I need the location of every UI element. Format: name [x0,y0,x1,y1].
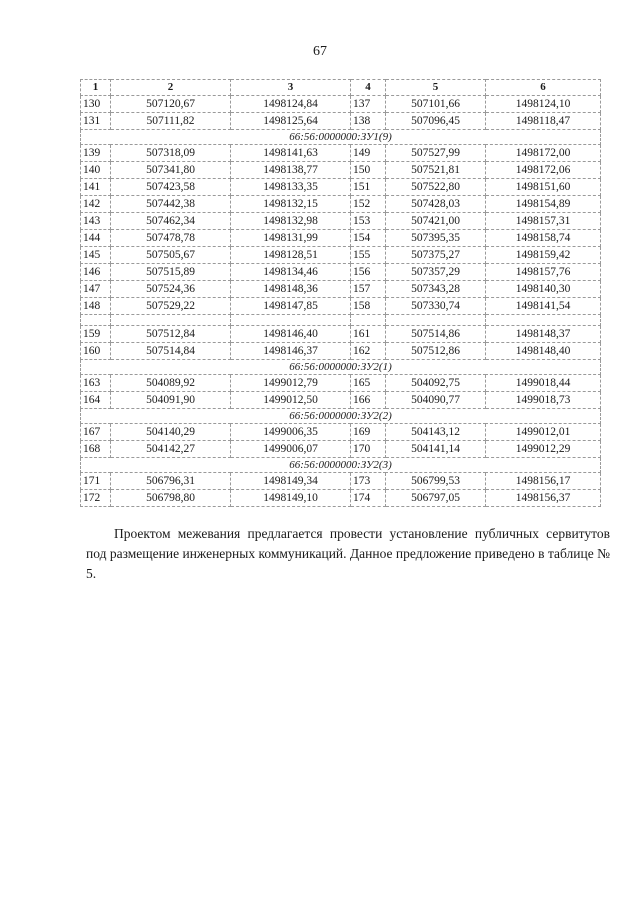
point-number-cell: 148 [81,298,111,315]
point-number-cell: 163 [81,375,111,392]
table-row [81,490,601,507]
empty-cell [111,315,231,326]
coordinate-cell: 1498124,84 [231,96,351,113]
coordinate-cell: 1499012,50 [231,392,351,409]
coordinate-cell: 504090,77 [386,392,486,409]
coordinate-cell: 1499012,79 [231,375,351,392]
coordinate-cell: 1498141,54 [486,298,601,315]
section-label: 66:56:0000000:ЗУ2(1) [81,360,601,375]
coordinate-cell: 507101,66 [386,96,486,113]
table-row [81,392,601,409]
empty-cell [386,315,486,326]
header-cell: 5 [386,80,486,96]
coordinate-cell: 1498157,31 [486,213,601,230]
point-number-cell: 155 [351,247,386,264]
coordinate-cell: 507096,45 [386,113,486,130]
coordinate-cell: 507529,22 [111,298,231,315]
coordinate-cell: 1498159,42 [486,247,601,264]
coordinate-cell: 1498156,17 [486,473,601,490]
table-row [81,179,601,196]
point-number-cell: 143 [81,213,111,230]
section-label: 66:56:0000000:ЗУ2(2) [81,409,601,424]
section-label: 66:56:0000000:ЗУ1(9) [81,130,601,145]
coordinate-cell: 1498138,77 [231,162,351,179]
point-number-cell: 169 [351,424,386,441]
coordinate-cell: 504140,29 [111,424,231,441]
coordinate-cell: 1498128,51 [231,247,351,264]
coordinate-cell: 1498134,46 [231,264,351,281]
coordinate-cell: 1498149,34 [231,473,351,490]
coordinate-cell: 1499018,73 [486,392,601,409]
point-number-cell: 167 [81,424,111,441]
coordinates-table [80,79,601,507]
table-row [81,96,601,113]
table-row [81,247,601,264]
coordinate-cell: 1498148,37 [486,326,601,343]
coordinate-cell: 506799,53 [386,473,486,490]
point-number-cell: 157 [351,281,386,298]
coordinate-cell: 507527,99 [386,145,486,162]
coordinate-cell: 507514,86 [386,326,486,343]
point-number-cell: 154 [351,230,386,247]
coordinate-cell: 1499006,35 [231,424,351,441]
point-number-cell: 164 [81,392,111,409]
coordinate-cell: 1498118,47 [486,113,601,130]
coordinate-cell: 504092,75 [386,375,486,392]
table-row [81,281,601,298]
coordinate-cell: 1498131,99 [231,230,351,247]
point-number-cell: 149 [351,145,386,162]
coordinate-cell: 1498146,40 [231,326,351,343]
table-row [81,343,601,360]
coordinate-cell: 507512,86 [386,343,486,360]
body-paragraph: Проектом межевания предлагается провести установление публичных сервитутов под размещение инженерных коммуникаций. Данное предложение приведено в таблице № 5. [86,526,610,581]
coordinate-cell: 507505,67 [111,247,231,264]
header-cell: 3 [231,80,351,96]
coordinate-cell: 507395,35 [386,230,486,247]
coordinate-cell: 507442,38 [111,196,231,213]
coordinate-cell: 1498140,30 [486,281,601,298]
table-row [81,264,601,281]
point-number-cell: 142 [81,196,111,213]
coordinate-cell: 1498124,10 [486,96,601,113]
coordinate-cell: 504141,14 [386,441,486,458]
empty-cell [231,315,351,326]
table-row [81,196,601,213]
table-row [81,298,601,315]
coordinate-cell: 1498132,15 [231,196,351,213]
point-number-cell: 139 [81,145,111,162]
table-row [81,326,601,343]
header-cell: 6 [486,80,601,96]
coordinate-cell: 507375,27 [386,247,486,264]
header-cell: 1 [81,80,111,96]
coordinate-cell: 507330,74 [386,298,486,315]
coordinate-cell: 507318,09 [111,145,231,162]
table-row [81,113,601,130]
table-row [81,162,601,179]
point-number-cell: 141 [81,179,111,196]
coordinate-cell: 1498125,64 [231,113,351,130]
point-number-cell: 147 [81,281,111,298]
coordinate-cell: 504089,92 [111,375,231,392]
section-row [81,360,601,375]
coordinate-cell: 1498133,35 [231,179,351,196]
coordinate-cell: 1498151,60 [486,179,601,196]
point-number-cell: 159 [81,326,111,343]
point-number-cell: 156 [351,264,386,281]
coordinate-cell: 1498132,98 [231,213,351,230]
coordinate-cell: 1498157,76 [486,264,601,281]
table-body [81,96,601,507]
coordinate-cell: 507341,80 [111,162,231,179]
table-header-row [81,80,601,96]
empty-cell [486,315,601,326]
coordinate-cell: 1499012,01 [486,424,601,441]
point-number-cell: 158 [351,298,386,315]
coordinate-cell: 1498146,37 [231,343,351,360]
coordinate-cell: 1499012,29 [486,441,601,458]
empty-cell [351,315,386,326]
point-number-cell: 150 [351,162,386,179]
point-number-cell: 131 [81,113,111,130]
coordinate-cell: 507423,58 [111,179,231,196]
coordinate-cell: 1498149,10 [231,490,351,507]
coordinate-cell: 507515,89 [111,264,231,281]
point-number-cell: 166 [351,392,386,409]
coordinate-cell: 1498147,85 [231,298,351,315]
coordinate-cell: 507462,34 [111,213,231,230]
coordinate-cell: 507343,28 [386,281,486,298]
table-row [81,230,601,247]
coordinate-cell: 504142,27 [111,441,231,458]
coordinate-cell: 1498172,06 [486,162,601,179]
coordinate-cell: 1498172,00 [486,145,601,162]
coordinate-cell: 506798,80 [111,490,231,507]
point-number-cell: 160 [81,343,111,360]
coordinate-cell: 507512,84 [111,326,231,343]
point-number-cell: 165 [351,375,386,392]
point-number-cell: 145 [81,247,111,264]
point-number-cell: 174 [351,490,386,507]
coordinate-cell: 1499006,07 [231,441,351,458]
point-number-cell: 172 [81,490,111,507]
table-row [81,375,601,392]
coordinate-cell: 504091,90 [111,392,231,409]
coordinate-cell: 507357,29 [386,264,486,281]
coordinate-cell: 507478,78 [111,230,231,247]
header-cell: 2 [111,80,231,96]
point-number-cell: 168 [81,441,111,458]
point-number-cell: 138 [351,113,386,130]
point-number-cell: 151 [351,179,386,196]
point-number-cell: 171 [81,473,111,490]
point-number-cell: 140 [81,162,111,179]
section-label: 66:56:0000000:ЗУ2(3) [81,458,601,473]
section-row [81,130,601,145]
point-number-cell: 130 [81,96,111,113]
point-number-cell: 161 [351,326,386,343]
coordinate-cell: 1498148,36 [231,281,351,298]
point-number-cell: 146 [81,264,111,281]
coordinate-cell: 506797,05 [386,490,486,507]
coordinate-cell: 507521,81 [386,162,486,179]
section-row [81,458,601,473]
coordinate-cell: 504143,12 [386,424,486,441]
point-number-cell: 153 [351,213,386,230]
coordinate-cell: 1498156,37 [486,490,601,507]
coordinate-cell: 1498158,74 [486,230,601,247]
coordinate-cell: 507514,84 [111,343,231,360]
point-number-cell: 137 [351,96,386,113]
coordinate-cell: 1498141,63 [231,145,351,162]
coordinate-cell: 1498148,40 [486,343,601,360]
point-number-cell: 144 [81,230,111,247]
coordinate-cell: 506796,31 [111,473,231,490]
coordinate-cell: 507428,03 [386,196,486,213]
table-row [81,145,601,162]
point-number-cell: 170 [351,441,386,458]
table-row [81,441,601,458]
coordinate-cell: 1498154,89 [486,196,601,213]
coordinate-cell: 507120,67 [111,96,231,113]
header-cell: 4 [351,80,386,96]
page-number: 67 [313,44,327,59]
table-row [81,213,601,230]
table-row [81,424,601,441]
coordinate-cell: 507421,00 [386,213,486,230]
spacer-row [81,315,601,326]
coordinate-cell: 507524,36 [111,281,231,298]
empty-cell [81,315,111,326]
section-row [81,409,601,424]
coordinate-cell: 1499018,44 [486,375,601,392]
point-number-cell: 173 [351,473,386,490]
coordinate-cell: 507111,82 [111,113,231,130]
point-number-cell: 162 [351,343,386,360]
coordinate-cell: 507522,80 [386,179,486,196]
point-number-cell: 152 [351,196,386,213]
table-row [81,473,601,490]
